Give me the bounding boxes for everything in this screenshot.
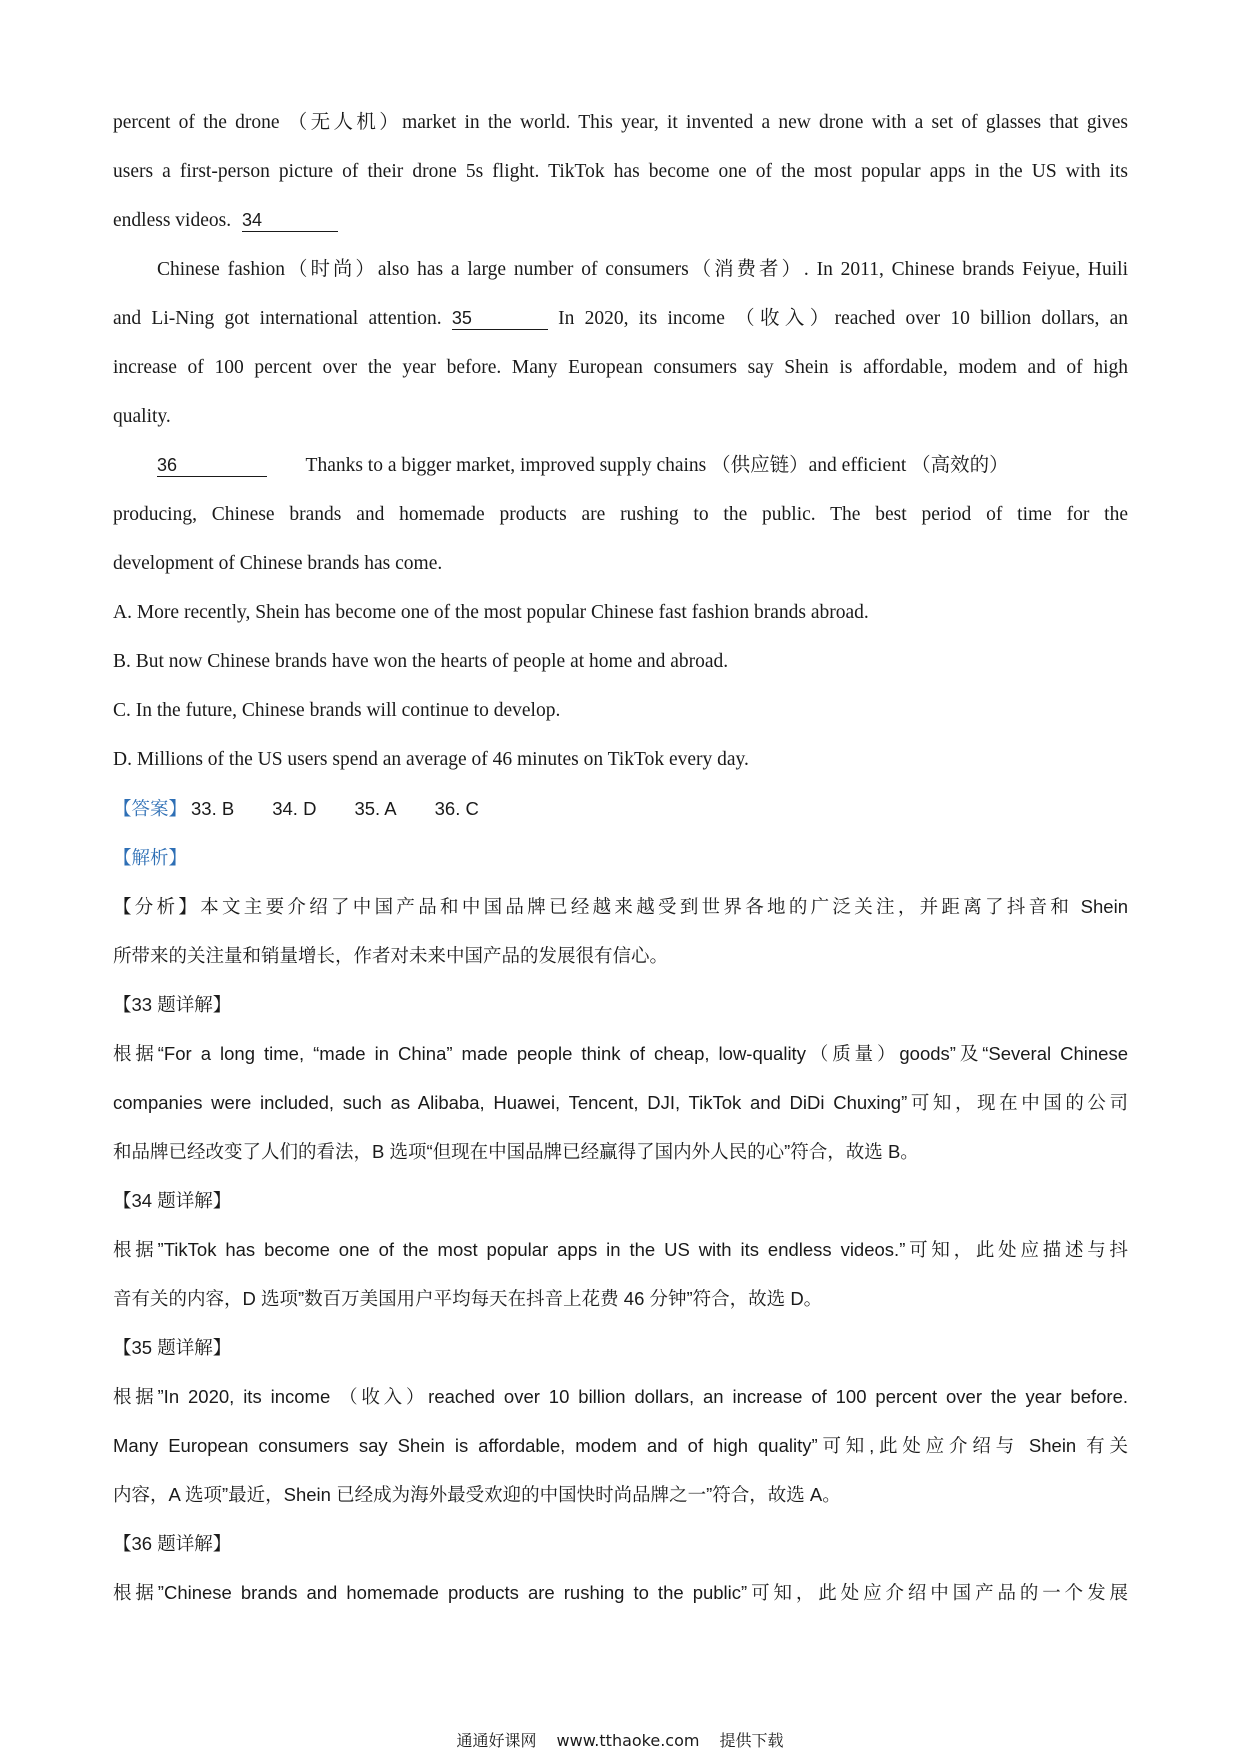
q33-heading: 【33 题详解】 — [113, 994, 232, 1015]
passage-line: users a first-person picture of their drone 5s flight. TikTok has become one of the most popular apps in the US with its — [113, 161, 1128, 182]
q36-heading: 【36 题详解】 — [113, 1533, 232, 1554]
option-a: A. More recently, Shein has become one of the most popular Chinese fast fashion brands abroad. — [113, 602, 869, 623]
passage-line — [113, 441, 1128, 490]
answer-tag: 【答案】 — [113, 798, 188, 819]
q34-heading: 【34 题详解】 — [113, 1190, 232, 1211]
page-footer — [0, 1728, 1240, 1751]
passage-text: endless videos. — [113, 210, 232, 231]
blank-35: 35 — [452, 307, 548, 330]
q35-explanation-line: 根据”In 2020, its income （收入）reached over 10 billion dollars, an increase of 100 percent over the year before. — [113, 1386, 1128, 1407]
option-c: C. In the future, Chinese brands will continue to develop. — [113, 700, 561, 721]
answer-item: 34. D — [272, 798, 317, 819]
passage-text: and Li-Ning got international attention. — [113, 308, 442, 329]
footer-site-name: 通通好课网 — [456, 1731, 537, 1750]
passage-line: increase of 100 percent over the year before. Many European consumers say Shein is affordable, modem and of high — [113, 357, 1128, 378]
q34-explanation-line: 根据”TikTok has become one of the most popular apps in the US with its endless videos.”可知，此处应描述与抖 — [113, 1239, 1128, 1260]
q35-heading: 【35 题详解】 — [113, 1337, 232, 1358]
passage-line: quality. — [113, 406, 171, 427]
document-page — [113, 98, 1128, 1617]
option-b: B. But now Chinese brands have won the hearts of people at home and abroad. — [113, 651, 729, 672]
blank-36: 36 — [157, 454, 267, 477]
passage-line: Chinese fashion（时尚）also has a large number of consumers（消费者）. In 2011, Chinese brands Feiyue, Huili — [157, 259, 1128, 280]
analysis-tag: 【解析】 — [113, 847, 188, 868]
option-d: D. Millions of the US users spend an average of 46 minutes on TikTok every day. — [113, 749, 749, 770]
q34-explanation-line: 音有关的内容，D 选项”数百万美国用户平均每天在抖音上花费 46 分钟”符合，故选 D。 — [113, 1288, 823, 1309]
answer-item: 35. A — [354, 798, 397, 819]
q33-explanation-line: 根据“For a long time, “made in China” made people think of cheap, low-quality（质量）goods”及“Several Chinese — [113, 1043, 1128, 1064]
passage-line: percent of the drone （无人机）market in the world. This year, it invented a new drone with a set of glasses that gives — [113, 112, 1128, 133]
analysis-line — [113, 833, 1128, 882]
passage-line — [113, 196, 1128, 245]
answer-item: 36. C — [434, 798, 479, 819]
footer-url[interactable]: www.tthaoke.com — [556, 1731, 700, 1750]
q35-explanation-line: 内容，A 选项”最近，Shein 已经成为海外最受欢迎的中国快时尚品牌之一”符合，故选 A。 — [113, 1484, 841, 1505]
q33-explanation-line: companies were included, such as Alibaba, Huawei, Tencent, DJI, TikTok and DiDi Chuxing”可知，现在中国的公司 — [113, 1092, 1128, 1113]
blank-34: 34 — [242, 209, 338, 232]
q35-explanation-line: Many European consumers say Shein is affordable, modem and of high quality”可知,此处应介绍与 Shein 有关 — [113, 1435, 1128, 1456]
passage-text: Thanks to a bigger market, improved supply chains （供应链）and efficient （高效的） — [305, 455, 1009, 476]
passage-line: development of Chinese brands has come. — [113, 553, 443, 574]
answer-item: 33. B — [191, 798, 235, 819]
analysis-summary-line: 【分析】本文主要介绍了中国产品和中国品牌已经越来越受到世界各地的广泛关注，并距离了抖音和 Shein — [113, 896, 1128, 917]
footer-note: 提供下载 — [719, 1731, 784, 1750]
analysis-summary-line: 所带来的关注量和销量增长，作者对未来中国产品的发展很有信心。 — [113, 945, 669, 966]
q36-explanation-line: 根据”Chinese brands and homemade products are rushing to the public”可知，此处应介绍中国产品的一个发展 — [113, 1582, 1128, 1603]
passage-text: In 2020, its income （收入）reached over 10 billion dollars, an — [558, 308, 1128, 329]
answer-line — [113, 784, 1128, 833]
q33-explanation-line: 和品牌已经改变了人们的看法，B 选项“但现在中国品牌已经赢得了国内外人民的心”符合，故选 B。 — [113, 1141, 919, 1162]
passage-line — [113, 294, 1128, 343]
passage-line: producing, Chinese brands and homemade products are rushing to the public. The best period of time for the — [113, 504, 1128, 525]
